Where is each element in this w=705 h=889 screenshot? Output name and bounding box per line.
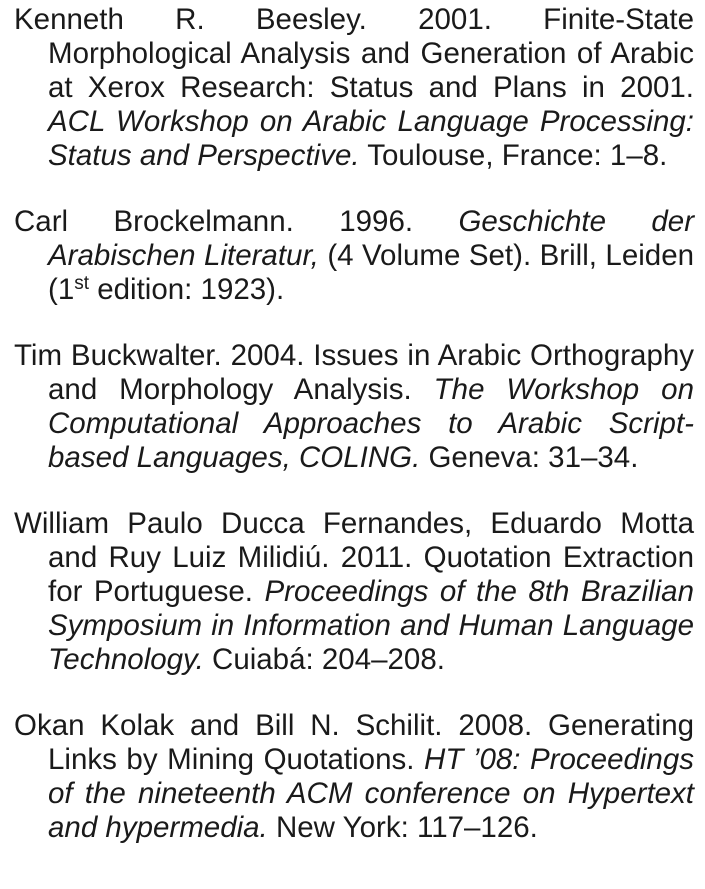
ref-venue: Geschichte der Arabischen Literatur, [48, 205, 695, 272]
ref-venue: Proceedings of the 8th Brazilian Symposium in Information and Human Language Technology. [48, 575, 694, 676]
ref-authors: Tim Buckwalter. [14, 339, 222, 372]
ref-location-pages: Toulouse, France: 1–8. [367, 139, 668, 172]
ref-title: Finite-State Morphological Analysis and Generation of Arabic at Xerox Research: Status and Plans in 2001. [48, 3, 695, 104]
ref-title: Quotation Extraction for Portuguese. [48, 541, 694, 608]
ref-authors: Okan Kolak and Bill N. Schilit. [14, 709, 443, 742]
ref-authors: Kenneth R. Beesley. [14, 3, 367, 36]
ref-venue: ACL Workshop on Arabic Language Processing: Status and Perspective. [48, 105, 694, 172]
reference-entry-buckwalter [14, 339, 694, 475]
ref-title: Issues in Arabic Orthography and Morphology Analysis. [48, 339, 695, 406]
ref-location-pages: Geneva: 31–34. [428, 441, 639, 474]
ref-year: 2001. [418, 3, 492, 36]
ref-title: Generating Links by Mining Quotations. [48, 709, 695, 776]
reference-entry-brockelmann [14, 205, 694, 307]
reference-list [14, 3, 694, 845]
ref-year: 2008. [458, 709, 533, 742]
ref-year: 1996. [339, 205, 414, 238]
ref-venue: The Workshop on Computational Approaches to Arabic Script-based Languages, COLING. [48, 373, 694, 474]
ref-year: 2004. [230, 339, 305, 372]
ref-authors: William Paulo Ducca Fernandes, Eduardo Motta and Ruy Luiz Milidiú. [14, 507, 694, 574]
ref-venue: HT ’08: Proceedings of the nineteenth ACM conference on Hypertext and hypermedia. [48, 743, 694, 844]
reference-entry-fernandes [14, 507, 694, 677]
ref-superscript: st [74, 273, 90, 294]
ref-publisher: (4 Volume Set). Brill, Leiden (1 [48, 239, 695, 306]
reference-entry-beesley [14, 3, 694, 173]
ref-location-pages: Cuiabá: 204–208. [212, 643, 445, 676]
ref-edition: edition: 1923). [97, 273, 285, 306]
ref-authors: Carl Brockelmann. [14, 205, 294, 238]
ref-location-pages: New York: 117–126. [275, 811, 538, 844]
ref-year: 2011. [340, 541, 413, 574]
reference-entry-kolak [14, 709, 694, 845]
